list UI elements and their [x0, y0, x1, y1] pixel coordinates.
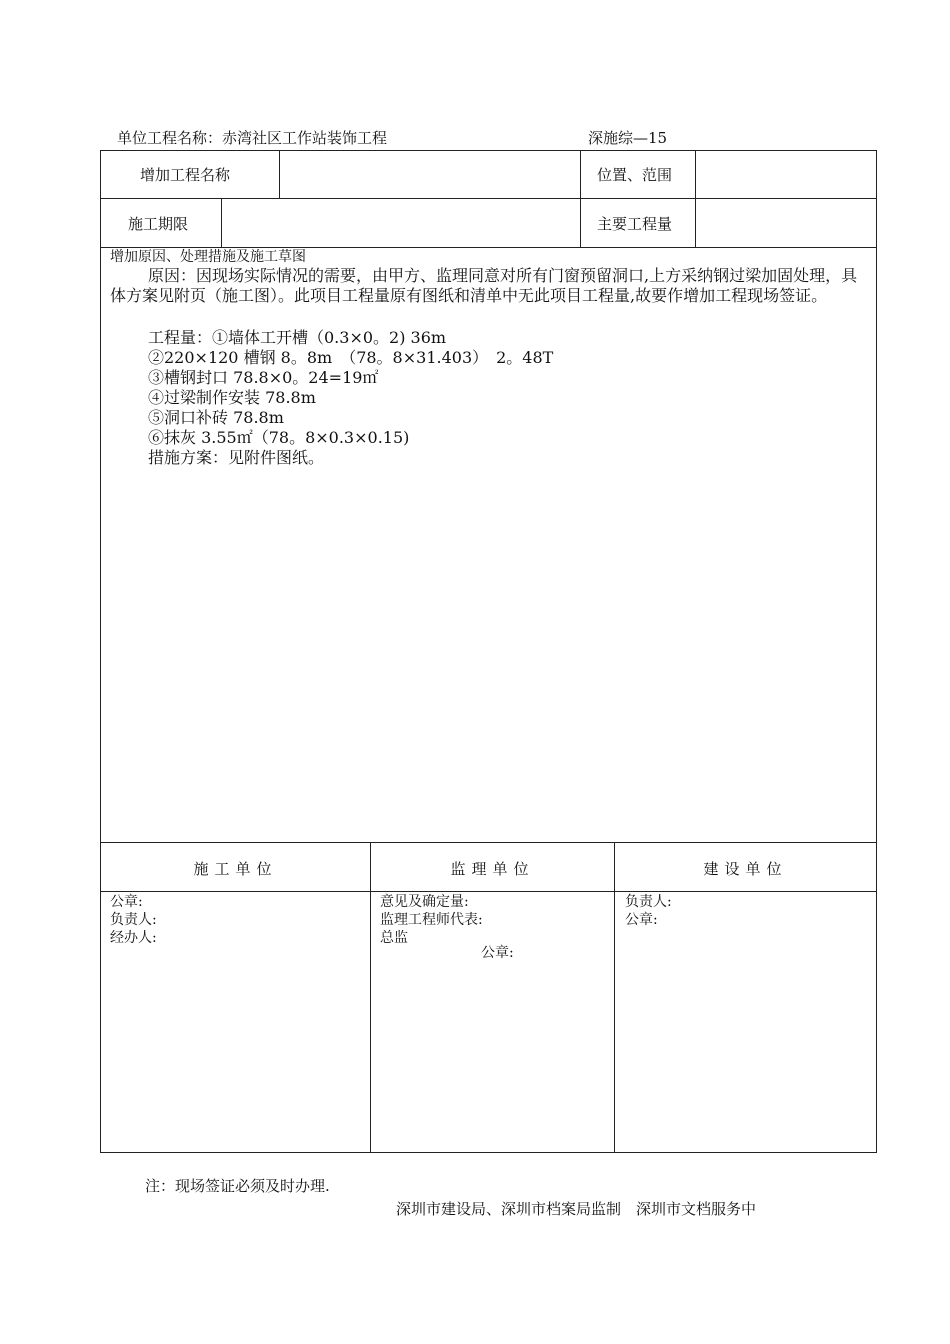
supervision-seal-label: 公章:	[481, 945, 514, 961]
supervision-unit-title: 监理单位	[450, 860, 535, 878]
position-range-value[interactable]	[705, 164, 865, 184]
quantity-item-5: ⑤洞口补砖 78.8m	[148, 408, 284, 427]
construction-responsible-label: 负责人:	[110, 912, 157, 928]
added-project-name-value[interactable]	[290, 164, 570, 184]
supervision-engineer-label: 监理工程师代表:	[380, 912, 483, 928]
construction-period-value[interactable]	[232, 213, 572, 233]
row1-bottom-line	[100, 198, 877, 199]
sign-header-bottom-line	[100, 891, 877, 892]
main-quantity-value[interactable]	[705, 213, 865, 233]
supervision-opinion-label: 意见及确定量:	[380, 894, 469, 910]
construction-unit-title: 施工单位	[193, 860, 278, 878]
project-name-label: 单位工程名称：赤湾社区工作站装饰工程	[117, 129, 388, 147]
added-project-name-label: 增加工程名称	[140, 166, 231, 184]
owner-seal-label: 公章:	[625, 912, 658, 928]
reason-section-title: 增加原因、处理措施及施工草图	[110, 249, 306, 265]
owner-unit-title: 建设单位	[703, 860, 788, 878]
reason-bottom-line	[100, 842, 877, 843]
construction-seal-label: 公章:	[110, 894, 143, 910]
sign-divider-2	[614, 842, 615, 1153]
row2-divider-1	[221, 198, 222, 247]
position-range-label: 位置、范围	[597, 166, 673, 184]
quantity-item-3: ③槽钢封口 78.8×0。24=19㎡	[148, 368, 379, 387]
row2-bottom-line	[100, 247, 877, 248]
form-code: 深施综—15	[588, 129, 668, 147]
quantity-item-4: ④过梁制作安装 78.8m	[148, 388, 316, 407]
quantity-item-2: ②220×120 槽钢 8。8m （78。8×31.403） 2。48T	[148, 348, 554, 367]
quantity-item-1: 工程量：①墙体工开槽（0.3×0。2) 36m	[148, 328, 447, 347]
quantity-item-6: ⑥抹灰 3.55㎡（78。8×0.3×0.15)	[148, 428, 410, 447]
sign-divider-1	[370, 842, 371, 1153]
row1-divider-3	[695, 150, 696, 247]
footer-issuer: 深圳市建设局、深圳市档案局监制 深圳市文档服务中	[396, 1200, 757, 1218]
row1-divider-1	[279, 150, 280, 198]
footer-note: 注：现场签证必须及时办理.	[145, 1177, 330, 1195]
owner-responsible-label: 负责人:	[625, 894, 672, 910]
row1-divider-2	[580, 150, 581, 247]
main-quantity-label: 主要工程量	[597, 215, 673, 233]
construction-handler-label: 经办人:	[110, 930, 157, 946]
construction-period-label: 施工期限	[128, 215, 189, 233]
reason-paragraph: 原因：因现场实际情况的需要，由甲方、监理同意对所有门窗预留洞口,上方采纳钢过梁加固处理，具体方案见附页（施工图）。此项目工程量原有图纸和清单中无此项目工程量,故要作增加工程现场签证。	[110, 266, 858, 305]
supervision-chief-label: 总监	[380, 930, 408, 946]
measure-plan: 措施方案：见附件图纸。	[148, 448, 325, 467]
